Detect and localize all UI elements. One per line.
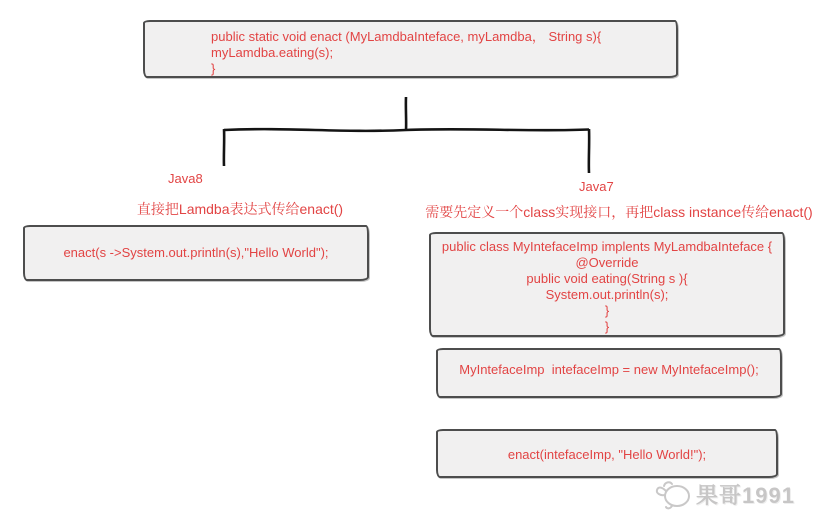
code-line: @Override	[575, 255, 639, 270]
code-line: public void eating(String s ){	[526, 271, 688, 286]
java7-branch-description: 需要先定义一个class实现接口，再把class instance传给enact()	[425, 204, 813, 220]
java7-enact-call-box	[436, 429, 778, 478]
java7-instance-creation-box	[436, 348, 782, 398]
code-line: myLamdba.eating(s);	[211, 45, 334, 60]
java7-class-implementation-box	[429, 232, 785, 337]
java8-branch-description: 直接把Lamdba表达式传给enact()	[136, 201, 344, 217]
java8-lambda-call-box	[23, 225, 369, 281]
watermark-text: 果哥1991	[696, 482, 795, 508]
java8-branch-label: Java8	[168, 171, 203, 186]
java7-branch-label: Java7	[579, 179, 614, 194]
code-line: enact(s ->System.out.println(s),"Hello World");	[63, 245, 329, 260]
code-line: public class MyIntefaceImp implents MyLamdbaInteface {	[441, 239, 773, 254]
code-line: }	[604, 303, 610, 318]
watermark	[652, 474, 795, 514]
code-line: public static void enact (MyLamdbaInteface, myLamdba， String s){	[211, 29, 602, 44]
code-line: System.out.println(s);	[545, 287, 669, 302]
code-line: }	[211, 61, 216, 76]
code-line: enact(intefaceImp, "Hello World!");	[507, 447, 707, 462]
bird-sketch-icon	[652, 474, 696, 514]
enact-method-box	[143, 20, 678, 78]
code-line: }	[604, 319, 610, 334]
code-line: MyIntefaceImp intefaceImp = new MyIntefaceImp();	[459, 362, 759, 377]
